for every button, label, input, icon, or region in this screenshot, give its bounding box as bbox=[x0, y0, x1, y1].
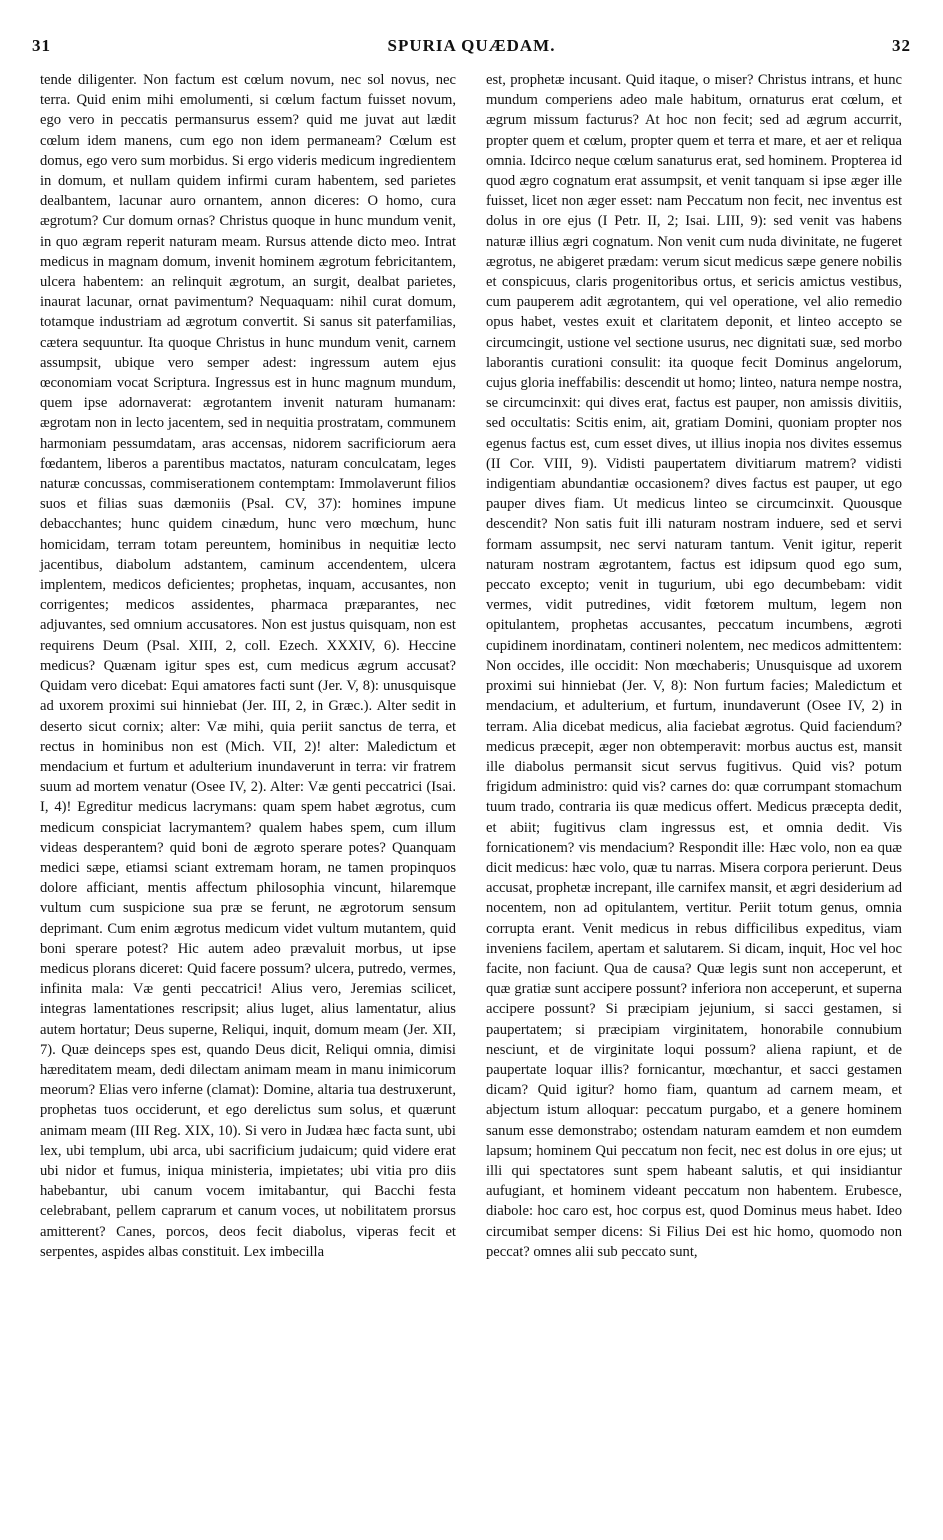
left-page-number: 31 bbox=[32, 36, 51, 55]
right-column-text: est, prophetæ incusant. Quid itaque, o miser? Christus intrans, et hunc mundum comperiens adeo male habitum, ornaturus erat cœlum, et ægrum missum facturus? At hoc non fecit; sed ad ægrum accurrit, propter quem et cœlum, propter quem et terra et mare, et aer et reliqua omnia. Idcirco neque cœlum sanaturus erat, sed hominem. Propterea id quod ægro cognatum erat assumpsit, et venit tanquam si ipse æger ille fuisset, licet non æger esset: nam Peccatum non fecit, nec inventus est dolus in ore ejus (I Petr. II, 2; Isai. LIII, 9): sed venit vas habens naturæ illius ægri cognatum. Non venit cum nuda divinitate, ne fugeret ægrotus, ne abigeret prædam: verum sicut medicus sæpe genere nobilis et conspicuus, claris progenitoribus ortus, et sericis amictus vestibus, cum pauperem adit ægrotantem, qui vel operatione, vel alio remedio opus habet, vestes exuit et claritatem deponit, et linteo accepto se circumcingit, ustione vel sectione usurus, nec dignitati suæ, sed morbo laborantis curationi consulit: ita quoque fecit Dominus angelorum, cujus gloria ineffabilis: descendit ut homo; linteo, natura nempe nostra, se circumcinxit: qui dives erat, factus est pauper, non amissis divitiis, sed occultatis: Scitis enim, ait, gratiam Domini, quoniam propter nos egenus factus est, cum esset dives, ut illius inopia nos divites essemus (II Cor. VIII, 9). Vidisti paupertatem divitiarum matrem? vidisti indigentiam abundantiæ occasionem? dives factus est pauper, ut ego pauper dives fiam. Ut medicus linteo se circumcinxit. Quousque descendit? Non satis fuit illi naturam nostram induere, sed et servi formam assumpsit, nec servi naturam tantum. Venit igitur, reperit naturam nostram ægrotantem, factus est idipsum quod ego sum, peccato excepto; venit in tugurium, ubi ego decumbebam: vidit vermes, vidit putredines, vidit fœtorem multum, legem non opitulantem, prophetas accusantes, peccatum incumbens, ægroti cupidinem inordinatam, contineri nolentem, nec medicos admittentem: Non occides, ille occidit: Non mœchaberis; Unusquisque ad uxorem proximi sui hinniebat (Jer. V, 8): Non furtum facies; Maledictum et mendacium, et adulterium, et furtum, inundaverunt (Osee IV, 2) in terram. Alia dicebat medicus, alia faciebat ægrotus. Quid faciendum? medicus præcepit, æger non obtemperavit: morbus auctus est, mansit ille diabolus permansit sicut servus fugitivus. Quid vis? potum frigidum administro: quid vis? carnes do: quæ corrumpant stomachum tuum trado, contraria iis quæ medicus offert. Medicus præcepta dedit, et abiit; fugitivus clam ingressus est, et omnia dedit. Vis fornicationem? vis mendacium? Respondit ille: Hæc volo, non ea quæ dicit medicus: hæc volo, quæ tu narras. Misera corpora perierunt. Deus accusat, prophetæ increpant, ille carnifex mansit, et ægri desiderium ad nocentem, non ad opitulantem, vertitur. Periit totum genus, omnia corrupta erant. Venit medicus in rebus difficilibus expeditus, viam inveniens facilem, apertam et salutarem. Si dicam, inquit, Hoc vel hoc facite, non faciunt. Qua de causa? Quæ legis sunt non acceperunt, et quæ gratiæ sunt accipere possunt? inferiora non acceperunt, et superna accipere possunt? Si præcipiam jejunium, si sacci gestamen, si paupertatem; si præcipiam virginitatem, honorabile connubium nesciunt, et de virginitate loqui possum? aliena rapiunt, et de paupertate loquar illis? fornicantur, mœchantur, et sacci gestamen dicam? Quid igitur? homo fiam, quantum ad carnem meam, et abjectum istum alloquar: peccatum purgabo, et a genere hominem sanum esse demonstrabo; ostendam naturam eamdem et non eumdem lapsum; hominem Qui peccatum non fecit, nec est dolus in ore ejus; ut illi qui spectatores sunt spem habeant salutis, et qui insidiantur aufugiant, et hominem videant peccatum non habentem. Erubesce, diabole: hoc caro est, hoc corpus est, quod Dominus meus habet. Ideo circumibat semper dicens: Si Filius Dei est hic homo, quomodo non peccat? omnes alii sub peccato sunt, bbox=[486, 72, 902, 1260]
right-page-number: 32 bbox=[891, 36, 911, 55]
left-text-column bbox=[40, 70, 456, 1262]
left-column-text: tende diligenter. Non factum est cœlum novum, nec sol novus, nec terra. Quid enim mihi emolumenti, si cœlum factum fuisset novum, ego vero in peccatis permansurus essem? quid me juvat aut lædit cœlum idem manens, cum ego non idem permaneam? Cœlum est domus, ego vero sum morbidus. Si ergo videris medicum ingredientem in domum, et nullam quidem infirmi curam habentem, sed parietes dealbantem, lacunar auro ornantem, annon diceres: O homo, cura ægrotum? Cur domum ornas? Christus quoque in hunc mundum venit, in quo ægram reperit naturam meam. Rursus attende dicto meo. Intrat medicus in magnam domum, invenit hominem ægrotum febricitantem, ulcera habentem: an relinquit ægrotum, an surgit, dealbat parietes, inaurat lacunar, ornat pavimentum? Nequaquam: nihil curat domum, totamque industriam ad ægrotum convertit. Si sanus sit paterfamilias, cætera sequuntur. Ita quoque Christus in hunc mundum venit, carnem assumpsit, ubique vero semper adest: ingressum autem ejus œconomiam vocat Scriptura. Ingressus est in hunc magnum mundum, quem ipse adornaverat: ægrotantem invenit naturam humanam: ægrotam non in lecto jacentem, sed in nequitia prostratam, communem harmoniam pessumdatam, aras accensas, nidorem sacrificiorum aera fœdantem, liberos a parentibus mactatos, naturam conculcatam, leges naturæ concussas, commiserationem contemptam: Immolaverunt filios suos et filias suas dæmoniis (Psal. CV, 37): homines impune debacchantes; hunc quidem cinædum, hunc vero mœchum, hunc homicidam, terram totam pereuntem, hominibus in nequitiæ lecto jacentibus, diabolum adstantem, caminum accendentem, ulcera implentem, medicos deficientes; prophetas, inquam, accusantes, non corrigentes; medicos assidentes, pharmaca præparantes, nec adjuvantes, sed omnium accusatores. Non est justus quisquam, non est requirens Deum (Psal. XIII, 2, coll. Ezech. XXXIV, 6). Heccine medicus? Quænam igitur spes est, cum medicus ægrum accusat? Quidam vero dicebat: Equi amatores facti sunt (Jer. V, 8): unusquisque ad uxorem proximi sui hinniebat (Jer. III, 2, in Græc.). Alter sedit in deserto sicut cornix; alter: Væ mihi, quia periit sanctus de terra, et rectus in hominibus non est (Mich. VII, 2)! alter: Maledictum et mendacium et furtum et adulterium inundaverunt in terra: vir fratrem suum ad mortem venatur (Osee IV, 2). Alter: Væ genti peccatrici (Isai. I, 4)! Egreditur medicus lacrymans: quam spem habet ægrotus, cum medicum conspiciat lacrymantem? qualem habes spem, cum illum videas desperantem? quid boni de ægroto sperare potes? Quanquam medici sæpe, etiamsi sciant extremam horam, ne tamen propinquos dolore afficiant, mentis affectum philosophia vincunt, hilaremque vultum cum suspicione sua præ se ferunt, ne ægrotorum sensum deprimant. Cum enim ægrotus medicum videt vultum mutantem, quid boni sperare potest? Hic autem adeo prævaluit morbus, ut ipse medicus plorans diceret: Quid facere possum? ulcera, putredo, vermes, infinita mala: Væ genti peccatrici! Alius vero, Jeremias scilicet, integras lamentationes rescripsit; alius luget, alius lamentatur, alius autem hortatur; Deus superne, Reliqui, inquit, domum meam (Jer. XII, 7). Quæ deinceps spes est, quando Deus dicit, Reliqui omnia, dimisi hæreditatem meam, dedi dilectam animam meam in manu inimicorum meorum? Elias vero inferne (clamat): Domine, altaria tua destruxerunt, prophetas tuos occiderunt, et ego derelictus sum solus, et quærunt animam meam (III Reg. XIX, 10). Si vero in Judæa hæc facta sunt, ubi lex, ubi templum, ubi arca, ubi sacrificium judaicum; quid videre erat ubi nidor et fumus, iniqua ministeria, impietates; ubi vitia pro diis habebantur, ubi canum vocem imitabantur, qui Bacchi festa celebrabant, pellem caprarum et canum voces, ut nobilitatem prorsus amitterent? Canes, porcos, deos fecit diabolus, viperas fecit et serpentes, aspides albas constituit. Lex imbecilla bbox=[40, 72, 456, 1260]
running-head bbox=[32, 36, 911, 62]
page-title: SPURIA QUÆDAM. bbox=[387, 36, 556, 55]
right-text-column bbox=[486, 70, 902, 1262]
